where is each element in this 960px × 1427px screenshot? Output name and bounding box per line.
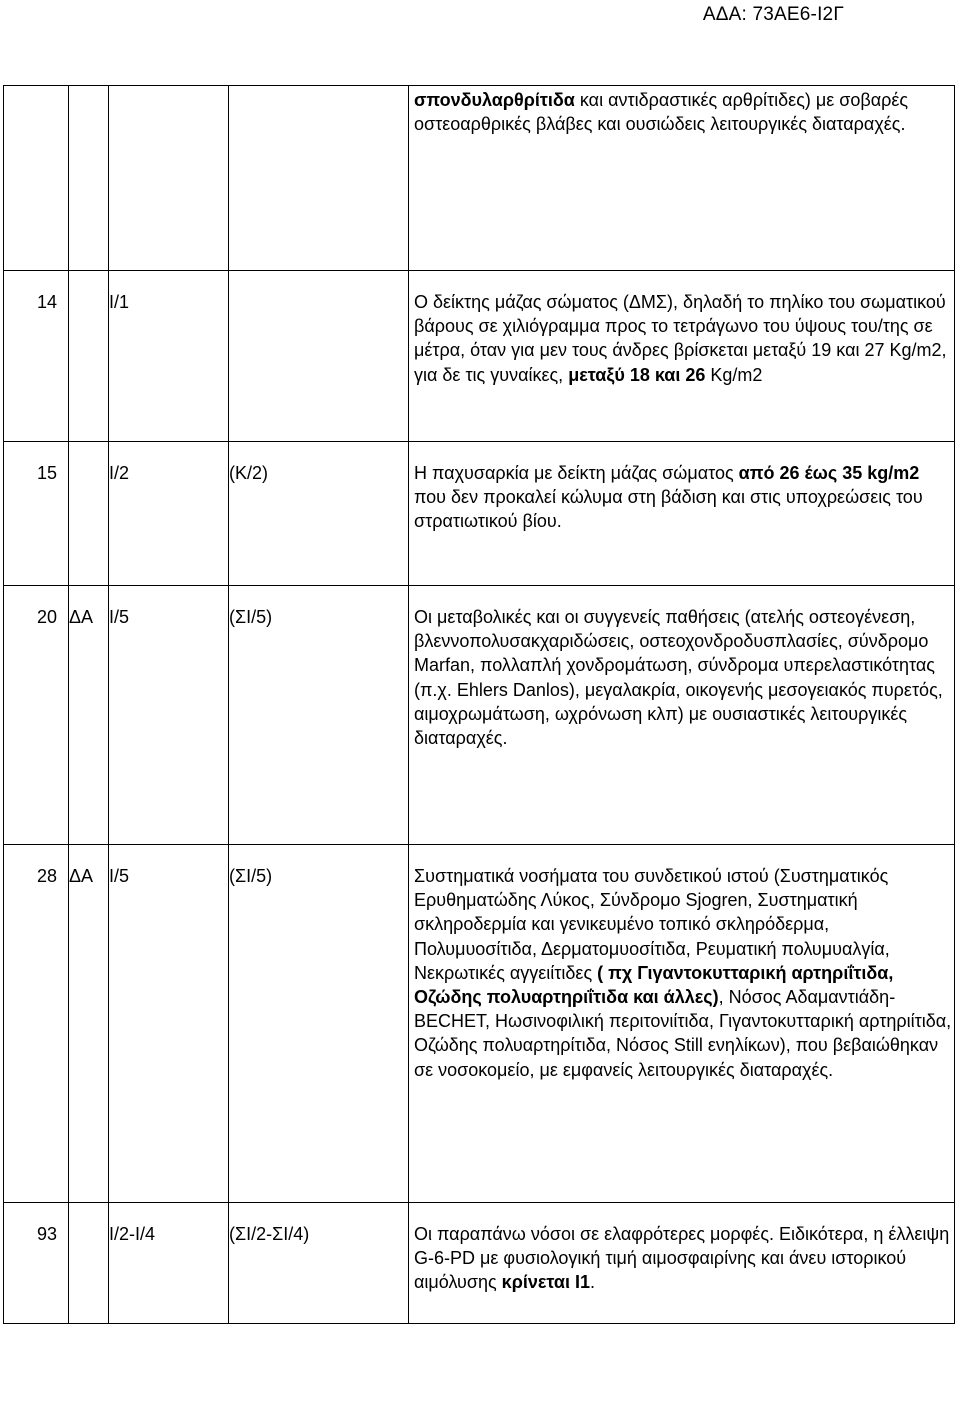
row-description-cell: [409, 1203, 955, 1324]
ada-header: ΑΔΑ: 73ΑΕ6-Ι2Γ: [702, 4, 844, 25]
row-da-cell: ΔΑ: [69, 845, 109, 1203]
description-text: Συστηματικά νοσήματα του συνδετικού ιστού (Συστηματικός Ερυθηματώδης Λύκος, Σύνδρομο Sjogren, Συστηματική σκληροδερμία και γενικευμένο τοπικό σκληρόδερμα, Πολυμυοσίτιδα, Δερματομυοσίτιδα, Ρευματική πολυμυαλγία, Νεκρωτικές αγγειίτιδες: [414, 866, 890, 983]
description-bold-text: μεταξύ 18 και 26: [568, 364, 706, 385]
description-text: Οι παραπάνω νόσοι σε ελαφρότερες μορφές. Ειδικότερα, η έλλειψη G-6-PD με φυσιολογική τιμή αιμοσφαιρίνης και άνευ ιστορικού αιμόλυσης: [414, 1224, 950, 1293]
row-description-cell: [409, 271, 955, 442]
row-da-cell: [69, 442, 109, 586]
description-bold-text: κρίνεται Ι1: [501, 1272, 590, 1293]
row-code-cell: Ι/2: [109, 442, 229, 586]
row-description-cell: [409, 86, 955, 271]
row-category-cell: [229, 271, 409, 442]
row-da-cell: ΔΑ: [69, 586, 109, 845]
table-row: [4, 86, 955, 271]
table-row: [4, 442, 955, 586]
row-category-cell: (ΣΙ/2-ΣΙ/4): [229, 1203, 409, 1324]
row-description-cell: [409, 845, 955, 1203]
row-code-cell: Ι/2-Ι/4: [109, 1203, 229, 1324]
row-code-cell: Ι/1: [109, 271, 229, 442]
row-category-cell: (ΣΙ/5): [229, 586, 409, 845]
table-row: [4, 586, 955, 845]
row-number-cell: 28: [4, 845, 69, 1203]
description-text: Η παχυσαρκία με δείκτη μάζας σώματος: [414, 463, 739, 483]
description-bold-text: από 26 έως 35 kg/m2: [738, 463, 920, 483]
row-code-cell: [109, 86, 229, 271]
description-text: .: [590, 1272, 596, 1293]
description-text: και αντιδραστικές αρθρίτιδες) με σοβαρές οστεοαρθρικές βλάβες και ουσιώδεις λειτουργικές διαταραχές.: [414, 90, 909, 135]
description-text: που δεν προκαλεί κώλυμα στη βάδιση και στις υποχρεώσεις του στρατιωτικού βίου.: [414, 487, 923, 532]
row-code-cell: Ι/5: [109, 586, 229, 845]
row-number-cell: 14: [4, 271, 69, 442]
description-bold-text: σπονδυλαρθρίτιδα: [414, 90, 575, 110]
criteria-table: [3, 85, 955, 1324]
row-number-cell: 20: [4, 586, 69, 845]
row-category-cell: [229, 86, 409, 271]
row-category-cell: (ΣΙ/5): [229, 845, 409, 1203]
row-description-cell: [409, 442, 955, 586]
row-number-cell: 93: [4, 1203, 69, 1324]
description-text: Οι μεταβολικές και οι συγγενείς παθήσεις (ατελής οστεογένεση, βλεννοπολυσακχαριδώσεις, οστεοχονδροδυσπλασίες, σύνδρομο Marfan, πολλαπλή χονδρομάτωση, σύνδρομα υπερελαστικότητας (π.χ. Ehlers Danlos), μεγαλακρία, οικογενής μεσογειακός πυρετός, αιμοχρωμάτωση, ωχρόνωση κλπ) με ουσιαστικές λειτουργικές διαταραχές.: [414, 607, 943, 749]
row-code-cell: Ι/5: [109, 845, 229, 1203]
row-number-cell: [4, 86, 69, 271]
description-bold-text: ( πχ Γιγαντοκυτταρική αρτηριΐτιδα, Οζώδης πολυαρτηριΐτιδα και άλλες): [414, 962, 894, 1008]
description-text: , Νόσος Αδαμαντιάδη-BECHET, Ηωσινοφιλική περιτονιίτιδα, Γιγαντοκυτταρική αρτηριίτιδα, Οζώδης πολυαρτηρίτιδα, Νόσος Still ενηλίκων), που βεβαιώθηκαν σε νοσοκομείο, με εμφανείς λειτουργικές διαταραχές.: [414, 987, 952, 1080]
table-row: [4, 1203, 955, 1324]
row-da-cell: [69, 271, 109, 442]
table-row: [4, 845, 955, 1203]
row-number-cell: 15: [4, 442, 69, 586]
description-text: Ο δείκτης μάζας σώματος (ΔΜΣ), δηλαδή το πηλίκο του σωματικού βάρους σε χιλιόγραμμα προς το τετράγωνο του ύψους του/της σε μέτρα, όταν για μεν τους άνδρες βρίσκεται μεταξύ 19 και 27 Kg/m2, για δε τις γυναίκες,: [414, 292, 947, 385]
row-category-cell: (Κ/2): [229, 442, 409, 586]
row-description-cell: [409, 586, 955, 845]
description-text: Kg/m2: [705, 364, 763, 385]
table-row: [4, 271, 955, 442]
row-da-cell: [69, 86, 109, 271]
row-da-cell: [69, 1203, 109, 1324]
